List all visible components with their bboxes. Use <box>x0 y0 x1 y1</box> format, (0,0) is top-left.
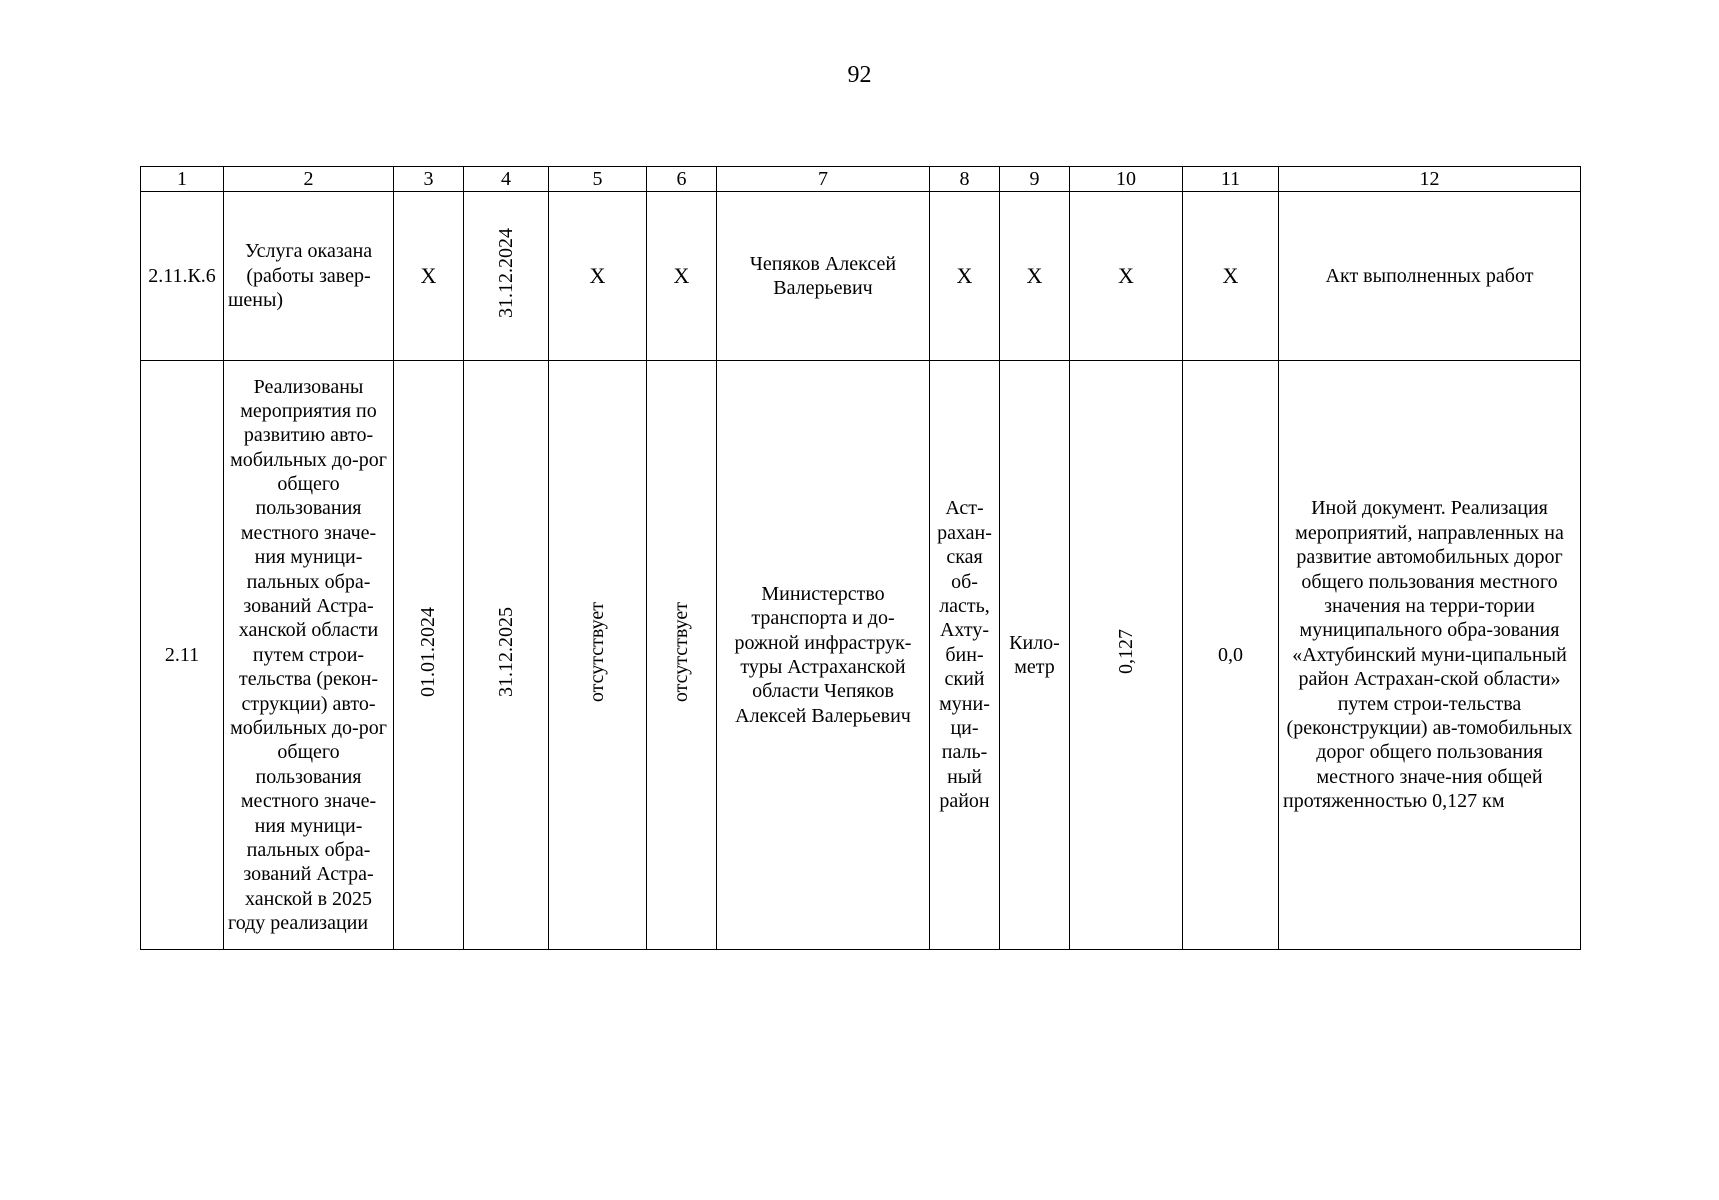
column-header: 6 <box>647 167 717 192</box>
col10-cell <box>1070 361 1183 950</box>
column-header: 11 <box>1183 167 1279 192</box>
row-code-cell: 2.11 <box>141 361 224 950</box>
column-header: 3 <box>394 167 464 192</box>
page-number: 92 <box>847 62 872 88</box>
unit-cell: Кило-метр <box>1000 361 1070 950</box>
unit-cell: Х <box>1000 192 1070 361</box>
document-cell: Акт выполненных работ <box>1279 192 1581 361</box>
responsible-cell: Министерство транспорта и до-рожной инфраструк-туры Астраханской области Чепяков Алексей Валерьевич <box>717 361 930 950</box>
table-row-2-11-k6 <box>141 192 1581 361</box>
column-header: 2 <box>224 167 394 192</box>
col6-cell <box>647 361 717 950</box>
start-date-cell <box>394 361 464 950</box>
column-header: 8 <box>930 167 1000 192</box>
row-description-cell: Услуга оказана (работы завер-шены) <box>224 192 394 361</box>
territory-cell: Аст-рахан-ская об-ласть, Ахту-бин-ский муни-ци-паль-ный район <box>930 361 1000 950</box>
column-number-row <box>141 167 1581 192</box>
column-header: 1 <box>141 167 224 192</box>
column-header: 12 <box>1279 167 1581 192</box>
document-cell: Иной документ. Реализация мероприятий, направленных на развитие автомобильных дорог общего пользования местного значения на терри-тории муниципального обра-зования «Ахтубинский муни-ципальный район Астрахан-ской области» путем строи-тельства (реконструкции) ав-томобильных дорог общего пользования местного значе-ния общей протяженностью 0,127 км <box>1279 361 1581 950</box>
column-header: 4 <box>464 167 549 192</box>
end-date-text: 31.12.2025 <box>494 606 517 697</box>
end-date-text: 31.12.2024 <box>494 227 517 318</box>
col10-cell: Х <box>1070 192 1183 361</box>
col5-cell: Х <box>549 192 647 361</box>
start-date-text: 01.01.2024 <box>417 606 440 697</box>
end-date-cell <box>464 192 549 361</box>
responsible-cell: Чепяков Алексей Валерьевич <box>717 192 930 361</box>
col5-text: отсутствует <box>586 601 609 702</box>
column-header: 10 <box>1070 167 1183 192</box>
col6-text: отсутствует <box>670 601 693 702</box>
column-header: 7 <box>717 167 930 192</box>
end-date-cell <box>464 361 549 950</box>
plan-table <box>140 166 1581 950</box>
start-date-cell: Х <box>394 192 464 361</box>
column-header: 9 <box>1000 167 1070 192</box>
table-row-2-11 <box>141 361 1581 950</box>
row-code-cell: 2.11.К.6 <box>141 192 224 361</box>
col11-cell: Х <box>1183 192 1279 361</box>
column-header: 5 <box>549 167 647 192</box>
col10-text: 0,127 <box>1114 629 1137 675</box>
col6-cell: Х <box>647 192 717 361</box>
col11-cell: 0,0 <box>1183 361 1279 950</box>
col5-cell <box>549 361 647 950</box>
territory-cell: Х <box>930 192 1000 361</box>
row-description-cell: Реализованы мероприятия по развитию авто-мобильных до-рог общего пользования местного значе-ния муници-пальных обра-зований Астра-ханской области путем строи-тельства (рекон-струкции) авто-мобильных до-рог общего пользования местного значе-ния муници-пальных обра-зований Астра-ханской в 2025 году реализации <box>224 361 394 950</box>
